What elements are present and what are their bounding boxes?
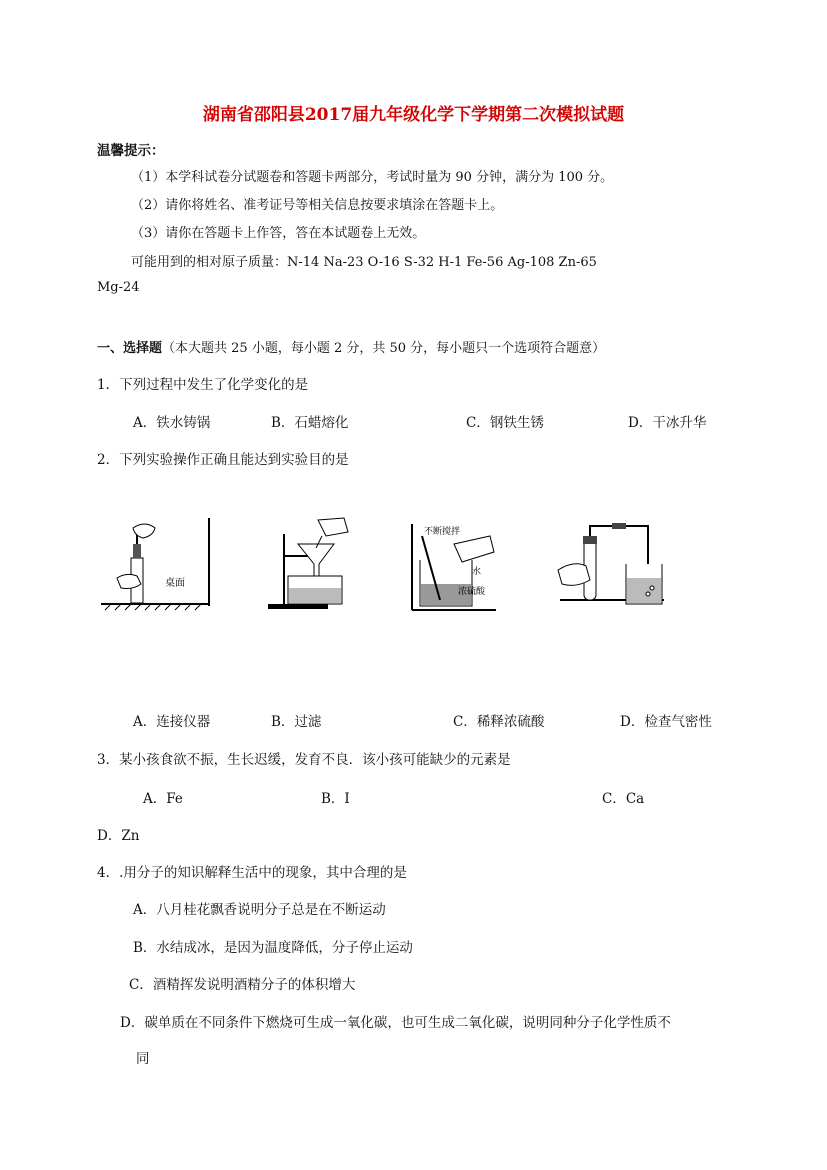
- q3-option-d: D．Zn: [97, 828, 140, 844]
- q2-option-a: A．连接仪器: [133, 714, 211, 730]
- q4-option-c: C．酒精挥发说明酒精分子的体积增大: [129, 977, 356, 993]
- section-1-header: [97, 337, 605, 356]
- atomic-mass-line-1: 可能用到的相对原子质量：N-14 Na-23 O-16 S-32 H-1 Fe-56 Ag-108 Zn-65: [131, 255, 597, 270]
- q4-option-b: B．水结成冰，是因为温度降低，分子停止运动: [133, 940, 413, 956]
- q4-option-a: A．八月桂花飘香说明分子总是在不断运动: [133, 902, 386, 918]
- q3-option-a: A．Fe: [143, 791, 183, 807]
- tips-heading: 温馨提示：: [97, 143, 165, 159]
- q3-option-b: B．I: [321, 791, 350, 807]
- q2-option-d: D．检查气密性: [620, 714, 712, 730]
- page-title: 湖南省邵阳县2017届九年级化学下学期第二次模拟试题: [202, 105, 625, 125]
- q1-option-a: A．铁水铸锅: [133, 415, 211, 431]
- tip-item-3: （3）请你在答题卡上作答，答在本试题卷上无效。: [131, 226, 426, 241]
- section-1-note: （本大题共 25 小题，每小题 2 分，共 50 分，每小题只一个选项符合题意）: [162, 341, 606, 356]
- figure-a-connect-apparatus: [97, 514, 212, 614]
- q1-option-c: C．钢铁生锈: [466, 415, 544, 431]
- q2-option-b: B．过滤: [271, 714, 322, 730]
- q4-option-d: D．碳单质在不同条件下燃烧可生成一氧化碳，也可生成二氧化碳，说明同种分子化学性质不: [120, 1015, 671, 1031]
- tip-item-1: （1）本学科试卷分试题卷和答题卡两部分，考试时量为 90 分钟，满分为 100 分。: [131, 170, 614, 185]
- question-1-stem: 1．下列过程中发生了化学变化的是: [97, 377, 309, 393]
- figure-b-filtration: [264, 514, 354, 614]
- section-1-heading: 一、选择题: [97, 341, 163, 356]
- desk-label: 桌面: [165, 578, 185, 589]
- acid-label: 浓硫酸: [458, 587, 486, 597]
- q1-option-d: D．干冰升华: [628, 415, 707, 431]
- q2-option-c: C．稀释浓硫酸: [453, 714, 545, 730]
- tip-item-2: （2）请你将姓名、准考证号等相关信息按要求填涂在答题卡上。: [131, 198, 504, 213]
- question-3-stem: 3．某小孩食欲不振，生长迟缓，发育不良．该小孩可能缺少的元素是: [97, 752, 511, 768]
- stir-label: 不断搅拌: [424, 527, 461, 537]
- q1-option-b: B．石蜡熔化: [271, 415, 349, 431]
- q3-option-c: C．Ca: [602, 791, 645, 807]
- figure-d-airtightness: [556, 514, 666, 614]
- q4-option-d-continued: 同: [136, 1051, 150, 1067]
- question-2-stem: 2．下列实验操作正确且能达到实验目的是: [97, 452, 349, 468]
- atomic-mass-line-2: Mg-24: [97, 280, 140, 295]
- figure-c-dilute-acid: [410, 514, 510, 614]
- water-label: 水: [472, 567, 482, 577]
- question-4-stem: 4．.用分子的知识解释生活中的现象，其中合理的是: [97, 865, 407, 881]
